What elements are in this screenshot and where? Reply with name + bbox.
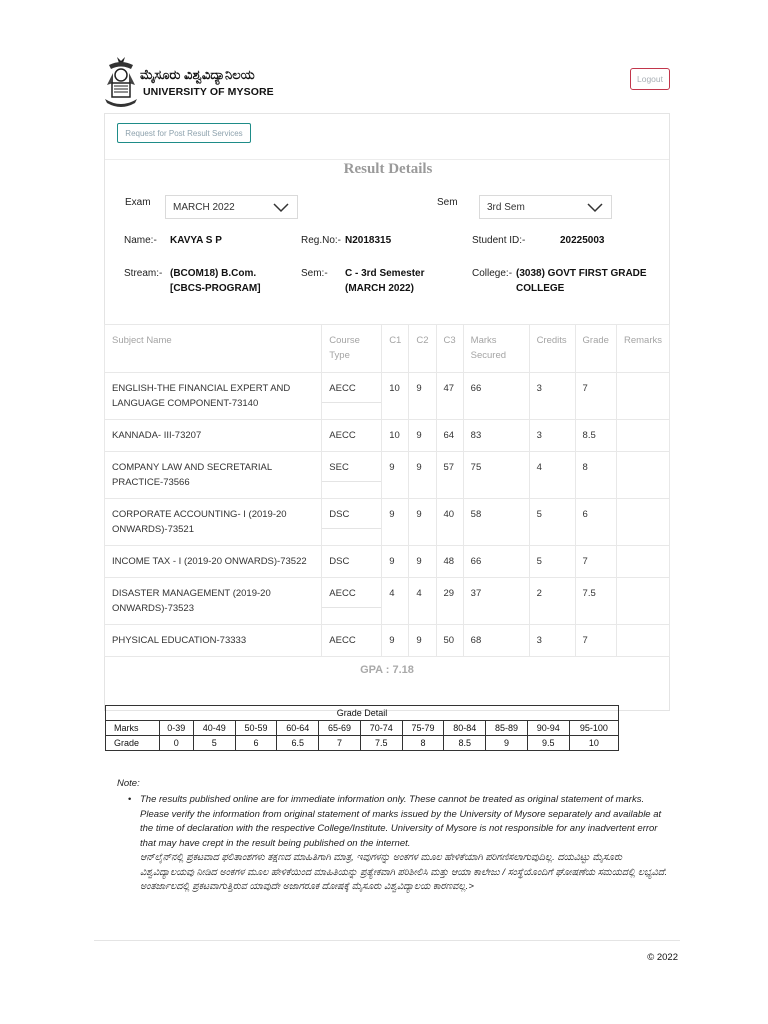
marks-range-cell: 0-39 bbox=[159, 721, 193, 736]
marks-range-cell: 65-69 bbox=[319, 721, 361, 736]
exam-select-value: MARCH 2022 bbox=[173, 202, 235, 213]
divider bbox=[105, 159, 669, 160]
course-type-value: DSC bbox=[329, 509, 350, 520]
grade-value-cell: 7.5 bbox=[360, 736, 402, 751]
stream-value: (BCOM18) B.Com. [CBCS-PROGRAM] bbox=[170, 268, 261, 294]
course-type-cell: AECC bbox=[322, 625, 382, 657]
course-type-cell bbox=[322, 452, 382, 499]
course-type-cell: AECC bbox=[322, 420, 382, 452]
subject-cell: CORPORATE ACCOUNTING- I (2019-20 ONWARDS)-73521 bbox=[105, 499, 322, 546]
c3-cell: 57 bbox=[436, 452, 463, 499]
c2-cell: 9 bbox=[409, 420, 436, 452]
grade-cell: 8.5 bbox=[575, 420, 616, 452]
university-name-english: UNIVERSITY OF MYSORE bbox=[143, 86, 274, 98]
chevron-down-icon bbox=[273, 203, 289, 213]
remarks-cell bbox=[616, 420, 669, 452]
grade-detail-table bbox=[105, 705, 619, 751]
c1-cell: 9 bbox=[382, 625, 409, 657]
course-type-cell bbox=[322, 578, 382, 625]
marks-cell: 75 bbox=[463, 452, 529, 499]
grade-values-row bbox=[106, 736, 619, 751]
credits-cell: 3 bbox=[529, 420, 575, 452]
grade-value-cell: 8.5 bbox=[444, 736, 486, 751]
grade-row-label: Grade bbox=[106, 736, 160, 751]
page-title: Result Details bbox=[343, 161, 433, 177]
c3-cell: 48 bbox=[436, 546, 463, 578]
subject-cell: PHYSICAL EDUCATION-73333 bbox=[105, 625, 322, 657]
sem-label: Sem bbox=[437, 197, 458, 208]
marks-range-cell: 40-49 bbox=[193, 721, 235, 736]
table-row bbox=[105, 578, 670, 625]
c3-cell: 29 bbox=[436, 578, 463, 625]
course-type-value: AECC bbox=[329, 383, 356, 394]
grade-cell: 6 bbox=[575, 499, 616, 546]
footer-divider bbox=[94, 940, 680, 941]
table-row bbox=[105, 625, 670, 657]
subject-cell: INCOME TAX - I (2019-20 ONWARDS)-73522 bbox=[105, 546, 322, 578]
marks-range-cell: 50-59 bbox=[235, 721, 277, 736]
remarks-cell bbox=[616, 546, 669, 578]
table-row bbox=[105, 546, 670, 578]
credits-cell: 3 bbox=[529, 625, 575, 657]
remarks-cell bbox=[616, 452, 669, 499]
grade-cell: 7 bbox=[575, 373, 616, 420]
c1-cell: 9 bbox=[382, 452, 409, 499]
note-kannada-text: ಆನ್‌ಲೈನ್‌ನಲ್ಲಿ ಪ್ರಕಟವಾದ ಫಲಿತಾಂಶಗಳು ತಕ್ಷಣದ ಮಾಹಿತಿಗಾಗಿ ಮಾತ್ರ, ಇವುಗಳನ್ನು ಅಂಕಗಳ ಮೂಲ ಹೇಳಿಕೆಯಾಗಿ ಪರಿಗಣಿಸಲಾಗುವುದಿಲ್ಲ. ದಯವಿಟ್ಟು ಮೈಸೂರು ವಿಶ್ವವಿದ್ಯಾಲಯವು ನೀಡಿದ ಅಂಕಗಳ ಮೂಲ ಹೇಳಿಕೆಯಿಂದ ಮಾಹಿತಿಯನ್ನು ಪ್ರತ್ಯೇಕವಾಗಿ ಪರಿಶೀಲಿಸಿ ಮತ್ತು ಆಯಾ ಕಾಲೇಜು / ಸಂಸ್ಥೆಯೊಂದಿಗೆ ಘೋಷಣೆಯ ಸಮಯದಲ್ಲಿ ಲಭ್ಯವಿದೆ. ಅಂತರ್ಜಾಲದಲ್ಲಿ ಪ್ರಕಟವಾಗುತ್ತಿರುವ ಯಾವುದೇ ಅಜಾಗರೂಕ ದೋಷಕ್ಕೆ ಮೈಸೂರು ವಿಶ್ವವಿದ್ಯಾಲಯ ಕಾರಣವಲ್ಲ.> bbox=[140, 852, 668, 892]
column-header: C1 bbox=[382, 325, 409, 373]
column-header: Grade bbox=[575, 325, 616, 373]
grade-value-cell: 9.5 bbox=[527, 736, 569, 751]
credits-cell: 5 bbox=[529, 499, 575, 546]
marks-range-cell: 60-64 bbox=[277, 721, 319, 736]
copyright: © 2022 bbox=[647, 952, 678, 963]
marks-row-label: Marks bbox=[106, 721, 160, 736]
c2-cell: 4 bbox=[409, 578, 436, 625]
c1-cell: 10 bbox=[382, 373, 409, 420]
exam-select[interactable] bbox=[165, 195, 298, 219]
marks-range-cell: 85-89 bbox=[486, 721, 528, 736]
stream-label: Stream:- bbox=[124, 268, 163, 279]
course-type-value: AECC bbox=[329, 588, 356, 599]
grade-value-cell: 8 bbox=[402, 736, 444, 751]
c1-cell: 9 bbox=[382, 499, 409, 546]
grade-cell: 8 bbox=[575, 452, 616, 499]
student-id-label: Student ID:- bbox=[472, 235, 526, 246]
grade-value-cell: 5 bbox=[193, 736, 235, 751]
table-header-row bbox=[105, 325, 670, 373]
c3-cell: 64 bbox=[436, 420, 463, 452]
c3-cell: 50 bbox=[436, 625, 463, 657]
table-row bbox=[105, 499, 670, 546]
marks-range-cell: 70-74 bbox=[360, 721, 402, 736]
grade-value-cell: 9 bbox=[486, 736, 528, 751]
c1-cell: 4 bbox=[382, 578, 409, 625]
grade-value-cell: 6 bbox=[235, 736, 277, 751]
c2-cell: 9 bbox=[409, 452, 436, 499]
results-table bbox=[104, 324, 670, 657]
logout-button[interactable]: Logout bbox=[630, 68, 670, 90]
column-header: Course Type bbox=[322, 325, 382, 373]
column-header: C2 bbox=[409, 325, 436, 373]
remarks-cell bbox=[616, 373, 669, 420]
college-label: College:- bbox=[472, 268, 513, 279]
marks-range-cell: 90-94 bbox=[527, 721, 569, 736]
university-name-kannada: ಮೈಸೂರು ವಿಶ್ವವಿದ್ಯಾನಿಲಯ bbox=[140, 67, 255, 82]
remarks-cell bbox=[616, 625, 669, 657]
c2-cell: 9 bbox=[409, 499, 436, 546]
c1-cell: 10 bbox=[382, 420, 409, 452]
column-header: Remarks bbox=[616, 325, 669, 373]
course-type-cell bbox=[322, 499, 382, 546]
marks-cell: 58 bbox=[463, 499, 529, 546]
marks-cell: 37 bbox=[463, 578, 529, 625]
column-header: Subject Name bbox=[105, 325, 322, 373]
credits-cell: 4 bbox=[529, 452, 575, 499]
university-crest-icon bbox=[103, 55, 139, 109]
marks-range-cell: 80-84 bbox=[444, 721, 486, 736]
marks-cell: 83 bbox=[463, 420, 529, 452]
exam-label: Exam bbox=[125, 197, 151, 208]
grade-cell: 7.5 bbox=[575, 578, 616, 625]
subject-cell: KANNADA- III-73207 bbox=[105, 420, 322, 452]
gpa-value: GPA : 7.18 bbox=[360, 664, 414, 676]
note-label: Note: bbox=[117, 778, 140, 789]
remarks-cell bbox=[616, 578, 669, 625]
marks-range-cell: 95-100 bbox=[569, 721, 618, 736]
reg-no-value: N2018315 bbox=[345, 235, 392, 246]
student-id-value: 20225003 bbox=[560, 235, 605, 246]
c2-cell: 9 bbox=[409, 373, 436, 420]
note-english-text: The results published online are for immediate information only. These cannot be treated as original statement of marks. Please verify the information from original statement of marks issued by the University of Mysore separately and available at the time of declaration with the respective College/Institute. University of Mysore is not responsible for any inadvertent error that may have crept in the result being published on the internet. bbox=[140, 794, 662, 849]
marks-cell: 66 bbox=[463, 373, 529, 420]
credits-cell: 3 bbox=[529, 373, 575, 420]
remarks-cell bbox=[616, 499, 669, 546]
table-row bbox=[105, 452, 670, 499]
marks-cell: 66 bbox=[463, 546, 529, 578]
column-header: Marks Secured bbox=[463, 325, 529, 373]
table-row bbox=[105, 420, 670, 452]
post-result-services-button[interactable]: Request for Post Result Services bbox=[117, 123, 251, 143]
subject-cell: ENGLISH-THE FINANCIAL EXPERT AND LANGUAGE COMPONENT-73140 bbox=[105, 373, 322, 420]
bullet-icon: • bbox=[128, 794, 132, 805]
column-header: Credits bbox=[529, 325, 575, 373]
credits-cell: 2 bbox=[529, 578, 575, 625]
c3-cell: 47 bbox=[436, 373, 463, 420]
grade-value-cell: 6.5 bbox=[277, 736, 319, 751]
credits-cell: 5 bbox=[529, 546, 575, 578]
semester-label: Sem:- bbox=[301, 268, 328, 279]
sem-select-value: 3rd Sem bbox=[487, 202, 525, 213]
c2-cell: 9 bbox=[409, 625, 436, 657]
c1-cell: 9 bbox=[382, 546, 409, 578]
university-logo bbox=[103, 55, 273, 110]
grade-cell: 7 bbox=[575, 546, 616, 578]
chevron-down-icon bbox=[587, 203, 603, 213]
grade-cell: 7 bbox=[575, 625, 616, 657]
college-value: (3038) GOVT FIRST GRADE COLLEGE bbox=[516, 268, 647, 294]
course-type-cell bbox=[322, 373, 382, 420]
grade-value-cell: 7 bbox=[319, 736, 361, 751]
grade-value-cell: 0 bbox=[159, 736, 193, 751]
c3-cell: 40 bbox=[436, 499, 463, 546]
course-type-cell: DSC bbox=[322, 546, 382, 578]
c2-cell: 9 bbox=[409, 546, 436, 578]
name-label: Name:- bbox=[124, 235, 157, 246]
grade-detail-title-row bbox=[106, 706, 619, 721]
marks-cell: 68 bbox=[463, 625, 529, 657]
reg-no-label: Reg.No:- bbox=[301, 235, 342, 246]
grade-detail-title: Grade Detail bbox=[106, 706, 619, 721]
sem-select[interactable] bbox=[479, 195, 612, 219]
subject-cell: DISASTER MANAGEMENT (2019-20 ONWARDS)-73523 bbox=[105, 578, 322, 625]
note-list-item bbox=[130, 793, 670, 895]
column-header: C3 bbox=[436, 325, 463, 373]
table-row bbox=[105, 373, 670, 420]
semester-value: C - 3rd Semester (MARCH 2022) bbox=[345, 268, 425, 294]
marks-range-cell: 75-79 bbox=[402, 721, 444, 736]
grade-value-cell: 10 bbox=[569, 736, 618, 751]
student-name: KAVYA S P bbox=[170, 235, 222, 246]
course-type-value: SEC bbox=[329, 462, 349, 473]
grade-marks-row bbox=[106, 721, 619, 736]
subject-cell: COMPANY LAW AND SECRETARIAL PRACTICE-73566 bbox=[105, 452, 322, 499]
